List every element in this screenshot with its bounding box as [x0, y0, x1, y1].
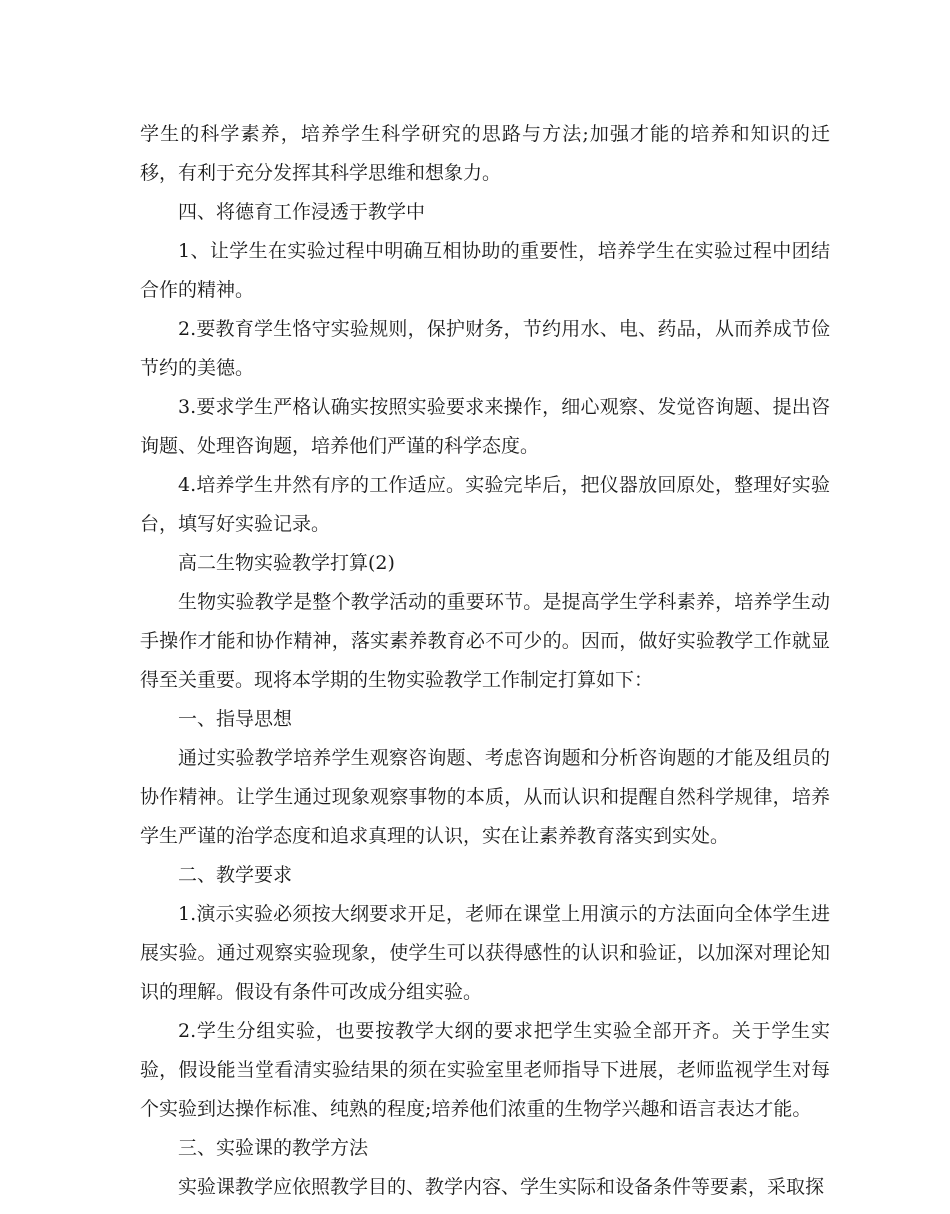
requirement-item-1: 1.演示实验必须按大纲要求开足，老师在课堂上用演示的方法面向全体学生进展实验。通过观察实验现象，使学生可以获得感性的认识和验证，以加深对理论知识的理解。假设有条件可改成分组实验。	[140, 903, 830, 1003]
paragraph-item-1: 1、让学生在实验过程中明确互相协助的重要性，培养学生在实验过程中团结合作的精神。	[140, 240, 830, 301]
intro-paragraph: 生物实验教学是整个教学活动的重要环节。是提高学生学科素养，培养学生动手操作才能和协作精神，落实素养教育必不可少的。因而，做好实验教学工作就显得至关重要。现将本学期的生物实验教学工作制定打算如下：	[140, 591, 830, 691]
document-subtitle: 高二生物实验教学打算(2)	[178, 552, 395, 574]
paragraph-item-4: 4.培养学生井然有序的工作适应。实验完毕后，把仪器放回原处，整理好实验台，填写好实验记录。	[140, 474, 830, 535]
paragraph-item-2: 2.要教育学生恪守实验规则，保护财务，节约用水、电、药品，从而养成节俭节约的美德。	[140, 318, 830, 379]
document-page	[140, 115, 830, 1207]
paragraph-item-3: 3.要求学生严格认确实按照实验要求来操作，细心观察、发觉咨询题、提出咨询题、处理咨询题，培养他们严谨的科学态度。	[140, 396, 830, 457]
requirement-item-2: 2.学生分组实验，也要按教学大纲的要求把学生实验全部开齐。关于学生实验，假设能当堂看清实验结果的须在实验室里老师指导下进展，老师监视学生对每个实验到达操作标准、纯熟的程度;培养他们浓重的生物学兴趣和语言表达才能。	[140, 1020, 830, 1120]
method-paragraph: 实验课教学应依照教学目的、教学内容、学生实际和设备条件等要素，采取探	[178, 1176, 825, 1198]
paragraph-1: 学生的科学素养，培养学生科学研究的思路与方法;加强才能的培养和知识的迁移，有利于充分发挥其科学思维和想象力。	[140, 123, 830, 184]
section-heading-2: 二、教学要求	[178, 864, 293, 886]
guiding-thought-paragraph: 通过实验教学培养学生观察咨询题、考虑咨询题和分析咨询题的才能及组员的协作精神。让学生通过现象观察事物的本质，从而认识和提醒自然科学规律，培养学生严谨的治学态度和追求真理的认识，实在让素养教育落实到实处。	[140, 747, 830, 847]
section-heading-4: 四、将德育工作浸透于教学中	[178, 201, 426, 223]
section-heading-3: 三、实验课的教学方法	[178, 1137, 369, 1159]
section-heading-1: 一、指导思想	[178, 708, 293, 730]
